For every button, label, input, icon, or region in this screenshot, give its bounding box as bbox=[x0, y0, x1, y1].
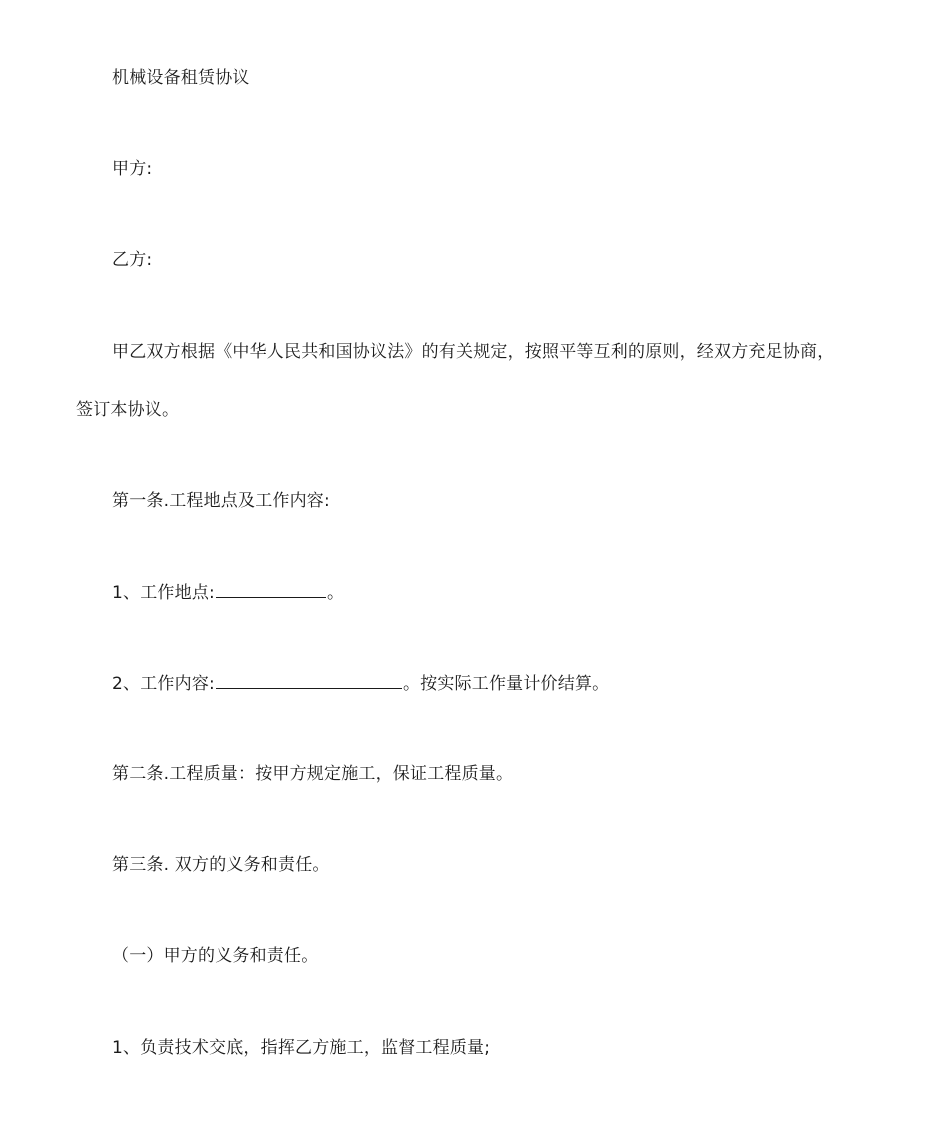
duty-1: 1、负责技术交底，指挥乙方施工，监督工程质量; bbox=[112, 1038, 491, 1058]
party-b-label: 乙方: bbox=[112, 250, 153, 270]
work-location-blank bbox=[216, 581, 326, 598]
item-2-suffix: 。按实际工作量计价结算。 bbox=[402, 674, 610, 694]
work-content-blank bbox=[216, 672, 402, 689]
preamble-line-1: 甲乙双方根据《中华人民共和国协议法》的有关规定，按照平等互利的原则，经双方充足协商， bbox=[112, 342, 835, 362]
article-2: 第二条.工程质量：按甲方规定施工，保证工程质量。 bbox=[112, 764, 514, 784]
party-a-label: 甲方: bbox=[112, 159, 153, 179]
document-title: 机械设备租赁协议 bbox=[112, 68, 250, 88]
item-1-work-location bbox=[112, 581, 344, 604]
item-1-label: 1、工作地点: bbox=[112, 583, 215, 603]
preamble-line-2: 签订本协议。 bbox=[76, 400, 180, 420]
article-3-heading: 第三条. 双方的义务和责任。 bbox=[112, 855, 330, 875]
section-a-heading: （一）甲方的义务和责任。 bbox=[112, 946, 319, 966]
item-2-label: 2、工作内容: bbox=[112, 674, 215, 694]
item-2-work-content bbox=[112, 672, 609, 695]
article-1-heading: 第一条.工程地点及工作内容: bbox=[112, 491, 330, 511]
item-1-suffix: 。 bbox=[326, 583, 345, 603]
